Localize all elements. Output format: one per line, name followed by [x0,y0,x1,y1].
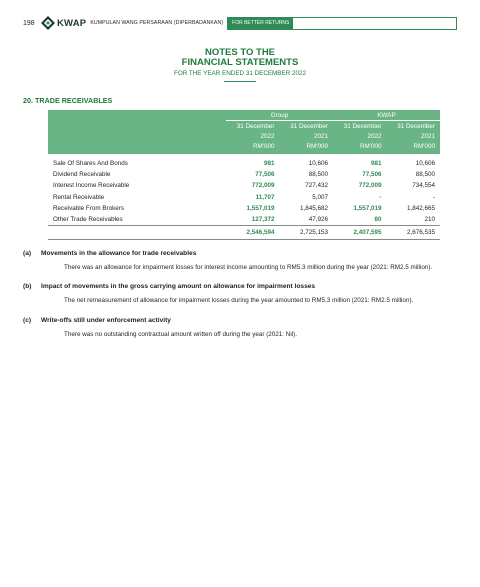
table-row [48,154,440,169]
cell-group-2021: 47,926 [308,216,328,224]
title-divider [224,81,256,82]
table-header-blank [48,141,226,154]
column-date: 31 December [333,121,387,132]
page-number: 198 [23,19,35,27]
note-letter: (a) [23,250,32,257]
cell-kwap-2021: 734,554 [412,182,435,190]
table-year-row [48,131,440,141]
cell-kwap-2022: - [379,193,382,201]
table-header-blank [48,131,226,141]
row-label: Receivable From Brokers [53,204,125,212]
column-unit: RM'000 [280,141,334,154]
row-label: Rental Receivable [53,193,105,201]
table-date-row [48,121,440,132]
total-group-2022: 2,546,594 [226,226,280,240]
trade-receivables-table [48,110,440,240]
note-heading [23,250,440,257]
cell-kwap-2021: - [432,193,435,201]
total-kwap-2022: 2,407,595 [333,226,387,240]
page-subtitle: FOR THE YEAR ENDED 31 DECEMBER 2022 [173,70,307,77]
row-label: Dividend Receivable [53,171,111,179]
note-item [23,317,440,339]
column-year: 2021 [387,131,441,141]
cell-group-2021: 10,606 [308,160,328,168]
table-header-blank [48,121,226,132]
note-heading [23,283,440,290]
company-name: KUMPULAN WANG PERSARAAN (DIPERBADANKAN) [90,20,224,26]
cell-kwap-2021: 10,606 [415,160,435,168]
kwap-header: KWAP [333,110,440,121]
table-total-row [48,226,440,240]
table-group-header-row [48,110,440,121]
cell-group-2021: 727,432 [305,182,328,190]
cell-kwap-2022: 80 [374,216,382,224]
tagline-bar [227,17,457,30]
page-header [23,14,457,32]
cell-kwap-2021: 210 [424,216,435,224]
note-item [23,250,440,272]
page-title-block [0,48,480,82]
cell-kwap-2022: 1,557,019 [353,204,382,212]
column-date: 31 December [226,121,280,132]
cell-group-2022: 127,372 [251,216,275,224]
column-year: 2022 [333,131,387,141]
table-row [48,180,440,191]
table-row [48,169,440,180]
cell-kwap-2022: 772,009 [358,182,382,190]
column-date: 31 December [280,121,334,132]
total-kwap-2021: 2,676,535 [387,226,441,240]
note-body: The net remeasurement of allowance for impairment losses during the year amounted to RM5.3 million (2021: RM2.5 million). [64,297,414,305]
row-label: Other Trade Receivables [53,216,123,224]
table-units-row [48,141,440,154]
tagline: FOR BETTER RETURNS [228,18,293,29]
table-row [48,214,440,226]
table-row [48,203,440,214]
column-year: 2021 [280,131,334,141]
note-letter: (c) [23,316,32,324]
group-header: Group [226,110,333,121]
cell-kwap-2021: 88,500 [415,171,435,179]
cell-group-2022: 77,506 [255,171,275,179]
cell-group-2021: 5,007 [312,193,328,201]
total-label-blank [48,226,226,240]
note-heading [23,317,440,324]
column-date: 31 December [387,121,441,132]
cell-group-2022: 11,707 [255,193,275,201]
note-title: Impact of movements in the gross carrying amount on allowance for impairment losses [41,283,316,291]
total-group-2021: 2,725,153 [280,226,334,240]
note-letter: (b) [23,283,32,291]
note-title: Write-offs still under enforcement activity [41,316,171,324]
cell-kwap-2021: 1,842,665 [406,204,435,212]
column-unit: RM'000 [387,141,441,154]
column-year: 2022 [226,131,280,141]
note-body: There was an allowance for impairment losses for interest income amounting to RM5.3 million during the year (2021: RM2.5 million). [64,264,433,271]
cell-group-2022: 981 [263,160,275,168]
cell-group-2022: 772,009 [251,182,275,190]
page-title-line-1: NOTES TO THE [204,47,276,58]
row-label: Sale Of Shares And Bonds [53,160,128,168]
column-unit: RM'000 [333,141,387,154]
table-row [48,192,440,203]
cell-group-2021: 1,845,682 [299,204,328,212]
table-header-blank [48,110,226,121]
kwap-logo [41,16,55,30]
column-unit: RM'000 [226,141,280,154]
cell-kwap-2022: 981 [370,160,382,168]
section-title: 20. TRADE RECEIVABLES [23,96,113,105]
note-title: Movements in the allowance for trade receivables [41,250,197,257]
kwap-diamond-icon [41,16,55,30]
page-title-line-2: FINANCIAL STATEMENTS [181,57,299,68]
note-item [23,283,440,305]
cell-group-2021: 88,500 [308,171,328,179]
row-label: Interest Income Receivable [53,182,130,190]
notes-section [23,250,440,350]
note-body: There was no outstanding contractual amount written off during the year (2021: Nil). [64,330,297,338]
cell-kwap-2022: 77,506 [362,171,382,179]
cell-group-2022: 1,557,019 [246,204,275,212]
brand-name: KWAP [57,17,87,29]
